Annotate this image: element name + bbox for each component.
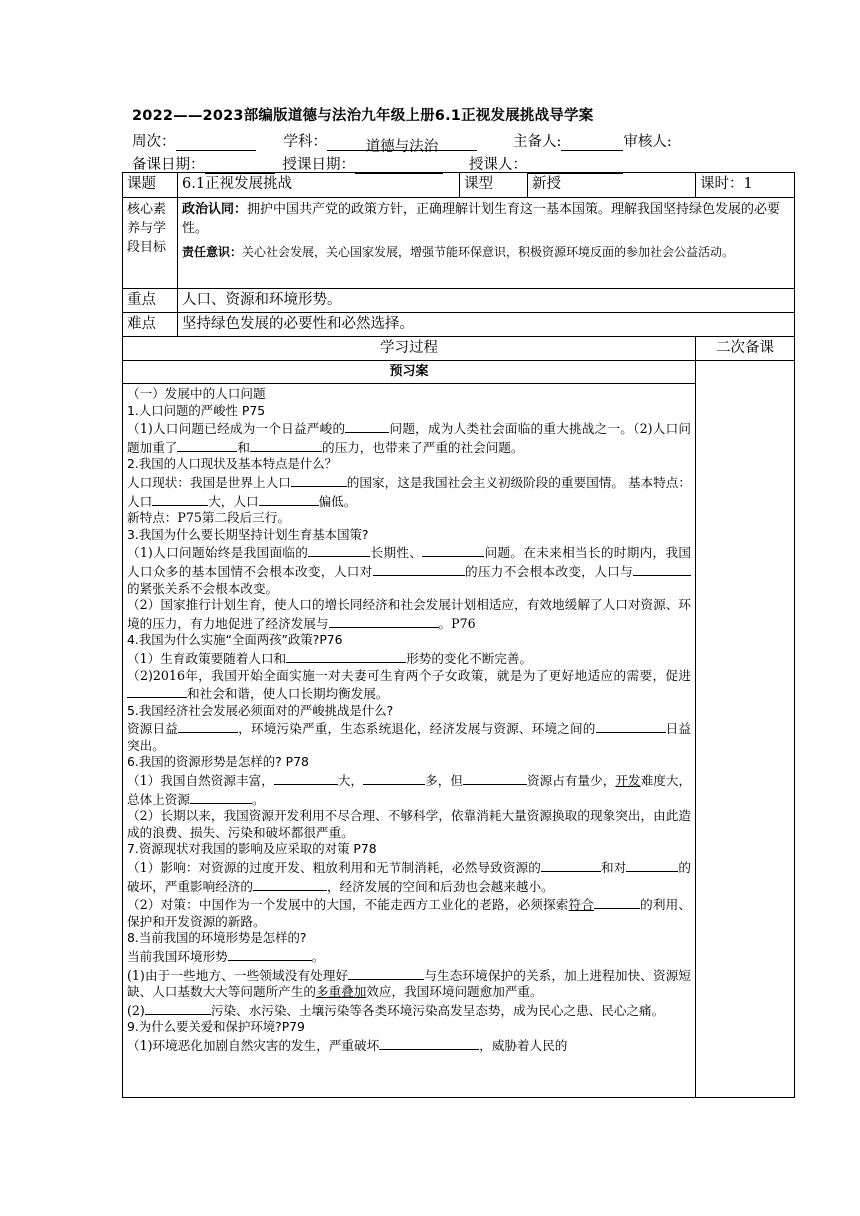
answer-4a: （1）生育政策要随着人口和 形势的变化不断完善。 [127,650,533,666]
process-body [123,361,696,1098]
subject-label: 学科： [283,134,327,150]
section-heading: （一）发展中的人口问题 [127,386,266,401]
blank[interactable] [541,858,601,872]
blank[interactable] [152,492,208,506]
goal2-head: 责任意识： [182,245,243,259]
blank[interactable] [329,614,439,628]
blank[interactable] [596,719,666,733]
answer-8a: 当前我国环境形势 。 [127,949,325,964]
meta-row-2 [132,153,623,174]
answer-2b: 新特点：P75第二段后三行。 [127,510,291,526]
process-label: 学习过程 [123,337,696,361]
answer-9a: （1)环境恶化加剧自然灾害的发生，严重破坏 ，威胁着人民的 [127,1037,568,1053]
blank[interactable] [373,562,465,576]
second-prep-cell[interactable] [696,361,795,1098]
blank[interactable] [626,858,678,872]
meta-row-1 [132,130,672,155]
question-1: 1.人口问题的严峻性 P75 [127,402,266,418]
blank[interactable] [345,419,389,433]
second-prep-label: 二次备课 [696,337,795,361]
blank[interactable] [274,771,338,785]
type-value: 新授 [528,173,696,198]
answer-3a: （1)人口问题始终是我国面临的 长期性、 问题。在未来相当长的时期内，我国人口众多的基本国情不会根本改变，人口对 的压力不会根本改变，人口与的紧张关系不会根本改变。 [127,545,691,596]
lesson-table [122,172,795,1098]
blank[interactable] [190,790,252,804]
blank[interactable] [250,438,322,452]
answer-5: 资源日益 ，环境污染严重，生态系统退化，经济发展与资源、环境之间的 日益突出。 [127,721,692,753]
answer-6b: （2）长期以来，我国资源开发利用不尽合理、不够科学，依靠消耗大量资源换取的现象突出，由此造成的浪费、损失、污染和破坏都很严重。 [127,808,691,840]
answer-7b: （2）对策：中国作为一个发展中的大国，不能走西方工业化的老路，必须探索符合 的利用、保护和开发资源的新路。 [127,897,692,929]
document-title: 2022——2023部编版道德与法治九年级上册6.1正视发展挑战导学案 [132,108,594,124]
blank[interactable] [253,877,327,891]
goal2-text: 关心社会发展，关心国家发展，增强节能环保意识，积极资源环境反面的参加社会公益活动。 [242,245,735,259]
topic-value: 6.1正视发展挑战 [178,173,460,198]
difficulty-value: 坚持绿色发展的必要性和必然选择。 [178,313,795,337]
question-5: 5.我国经济社会发展必须面对的严峻挑战是什么? [127,702,394,718]
answer-7a: （1）影响：对资源的过度开发、粗放利用和无节制消耗，必然导致资源的 和对 的破坏，严重影响经济的 ，经济发展的空间和后劲也会越来越小。 [127,860,692,894]
answer-3b: （2）国家推行计划生育，使人口的增长同经济和社会发展计划相适应，有效地缓解了人口对资源、环境的压力，有力地促进了经济发展与 。P76 [127,597,691,631]
answer-1: （1)人口问题已经成为一个日益严峻的 问题，成为人类社会面临的重大挑战之一。（2)人口问题加重了 和 的压力，也带来了严重的社会问题。 [127,421,691,455]
answer-8c: (2) 污染、水污染、土壤污染等各类环境污染高发呈态势，成为民心之患、民心之痛。 [127,1002,665,1018]
prep-date-label: 备课日期： [132,157,205,173]
difficulty-label: 难点 [123,313,178,337]
question-6: 6.我国的资源形势是怎样的? P78 [127,754,309,770]
blank[interactable] [177,438,237,452]
teach-date-label: 授课日期： [282,157,355,173]
blank[interactable] [379,1036,479,1050]
goals-label: 核心素养与学段目标 [123,198,178,289]
blank[interactable] [348,966,424,980]
answer-8b: (1)由于一些地方、一些领域没有处理好 与生态环境保护的关系，加上进程加快、资源短缺、人口基数大大等问题所产生的多重叠加效应，我国环境问题愈加严重。 [127,967,692,1000]
blank[interactable] [127,684,187,698]
week-blank[interactable] [176,135,256,151]
blank[interactable] [145,1001,211,1015]
blank[interactable] [286,649,406,663]
type-label: 课型 [460,173,528,198]
question-9: 9.为什么要关爱和保护环境?P79 [127,1019,305,1035]
blank[interactable] [228,947,312,961]
preparer-label: 主备人: [513,134,562,150]
key-label: 重点 [123,289,178,313]
answer-4b: （2)2016年，我国开始全面实施一对夫妻可生育两个子女政策，就是为了更好地适应的需要，促进和社会和谐，使人口长期均衡发展。 [127,667,691,702]
blank[interactable] [594,895,640,909]
goal1-text: 拥护中国共产党的政策方针，正确理解计划生育这一基本国策。理解我国坚持绿色发展的必要性。 [182,202,781,236]
week-label: 周次： [132,134,176,150]
question-7: 7.资源现状对我国的影响及应采取的对策 P78 [127,841,377,857]
question-8: 8.当前我国的环境形势是怎样的? [127,930,307,946]
preview-title: 预习案 [123,361,695,384]
blank[interactable] [422,543,484,557]
preview-content [123,384,695,1097]
blank[interactable] [178,719,238,733]
teacher-label: 授课人： [469,157,527,173]
blank[interactable] [463,771,527,785]
answer-6a: （1）我国自然资源丰富， 大， 多，但 资源占有量少，开发难度大，总体上资源 。 [127,773,692,807]
question-3: 3.我国为什么要长期坚持计划生育基本国策? [127,526,369,542]
subject-value: 道德与法治 [327,135,477,151]
topic-label: 课题 [123,173,178,198]
reviewer-label: 审核人: [623,134,672,150]
hours-value: 课时：1 [696,173,795,198]
goal1-head: 政治认同： [182,202,248,217]
blank[interactable] [291,473,347,487]
goals-cell [178,198,795,289]
blank[interactable] [363,771,425,785]
key-value: 人口、资源和环境形势。 [178,289,795,313]
preparer-blank[interactable] [561,135,623,151]
answer-2: 人口现状：我国是世界上人口 的国家，这是我国社会主义初级阶段的重要国情。 基本特点：人口 大，人口 偏低。 [127,474,691,509]
blank[interactable] [259,492,319,506]
blank[interactable] [633,562,691,576]
question-4: 4.我国为什么实施“全面两孩”政策?P76 [127,632,343,648]
blank[interactable] [308,543,370,557]
question-2: 2.我国的人口现状及基本特点是什么？ [127,456,338,472]
